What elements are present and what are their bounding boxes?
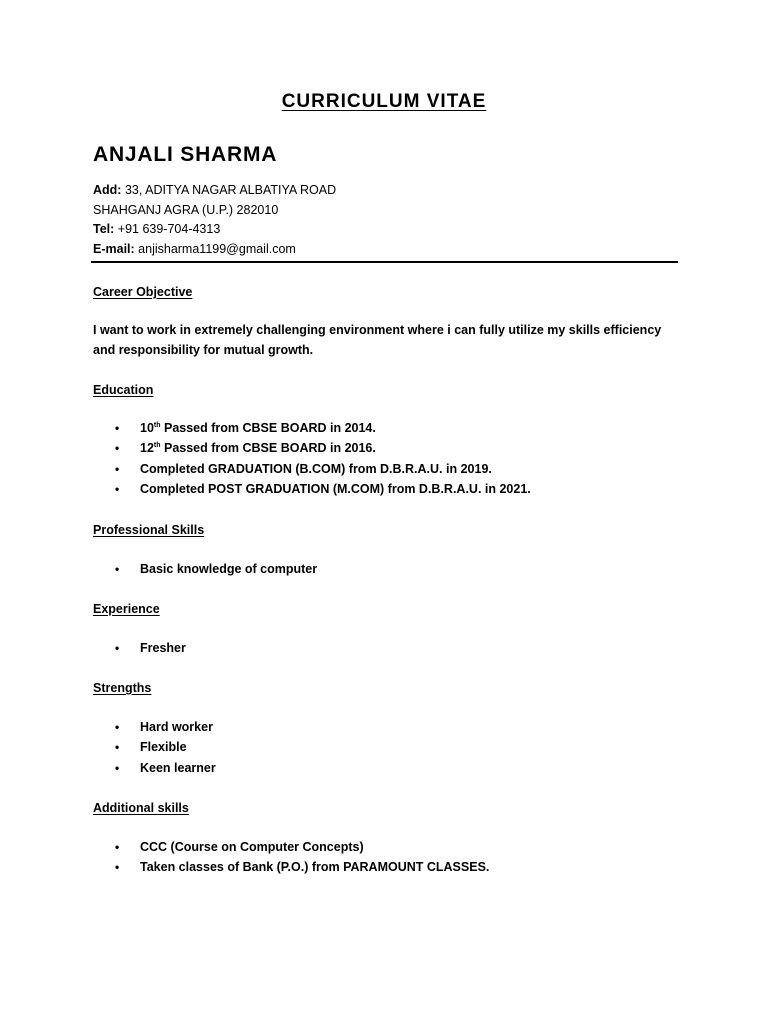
section-heading-career-objective: Career Objective bbox=[93, 285, 193, 299]
email-line bbox=[93, 240, 336, 260]
list-item bbox=[113, 717, 216, 737]
ordinal-suffix: th bbox=[153, 421, 161, 429]
list-item bbox=[113, 479, 531, 499]
education-item-text: 12 bbox=[140, 441, 154, 456]
education-item-text: 10 bbox=[140, 421, 154, 435]
education-item-text: Completed GRADUATION (B.COM) from D.B.R.A.U. in 2019. bbox=[140, 461, 492, 476]
list-item bbox=[113, 638, 186, 658]
education-item-text: Passed from CBSE BOARD in 2014. bbox=[160, 421, 376, 435]
bullet-icon: • bbox=[115, 740, 120, 755]
section-heading-education: Education bbox=[93, 383, 154, 397]
bullet-icon: • bbox=[115, 481, 120, 496]
list-item bbox=[113, 837, 489, 857]
section-heading-experience: Experience bbox=[93, 602, 160, 616]
strength-item-text: Flexible bbox=[140, 740, 187, 755]
experience-list bbox=[113, 638, 186, 658]
list-item bbox=[113, 758, 216, 778]
list-item bbox=[113, 438, 531, 458]
additional-skill-item-text: Taken classes of Bank (P.O.) from PARAMOUNT CLASSES. bbox=[140, 860, 490, 875]
bullet-icon: • bbox=[115, 421, 120, 435]
header-divider bbox=[91, 261, 678, 263]
address-line-1 bbox=[93, 181, 336, 201]
bullet-icon: • bbox=[115, 641, 120, 655]
list-item bbox=[113, 459, 531, 479]
address-value-1: 33, ADITYA NAGAR ALBATIYA ROAD bbox=[121, 183, 337, 197]
education-item-text: Completed POST GRADUATION (M.COM) from D.B.R.A.U. in 2021. bbox=[140, 481, 531, 496]
document-title-text: CURRICULUM VITAE bbox=[281, 91, 487, 112]
bullet-icon: • bbox=[115, 720, 120, 734]
professional-skills-list bbox=[113, 559, 317, 579]
telephone-value: +91 639-704-4313 bbox=[114, 222, 221, 236]
address-line-2: SHAHGANJ AGRA (U.P.) 282010 bbox=[93, 202, 279, 217]
bullet-icon: • bbox=[115, 562, 120, 576]
telephone-label: Tel: bbox=[93, 222, 115, 236]
list-item bbox=[113, 559, 317, 579]
candidate-name: ANJALI SHARMA bbox=[93, 143, 278, 166]
bullet-icon: • bbox=[115, 441, 120, 456]
bullet-icon: • bbox=[115, 461, 120, 476]
address-label: Add: bbox=[93, 183, 122, 197]
additional-skills-list bbox=[113, 837, 489, 878]
strength-item-text: Hard worker bbox=[140, 720, 213, 734]
list-item bbox=[113, 737, 216, 757]
experience-item-text: Fresher bbox=[140, 641, 186, 655]
skill-item-text: Basic knowledge of computer bbox=[140, 562, 318, 576]
bullet-icon: • bbox=[115, 860, 120, 875]
strengths-list bbox=[113, 717, 216, 778]
ordinal-suffix: th bbox=[153, 442, 161, 450]
bullet-icon: • bbox=[115, 840, 120, 854]
email-value: anjisharma1199@gmail.com bbox=[134, 241, 296, 256]
telephone-line bbox=[93, 220, 336, 240]
contact-block bbox=[93, 181, 336, 259]
education-item-text: Passed from CBSE BOARD in 2016. bbox=[160, 441, 376, 456]
section-heading-strengths: Strengths bbox=[93, 681, 152, 695]
career-objective-text: I want to work in extremely challenging environment where i can fully utilize my skills efficiency and responsibility for mutual growth. bbox=[93, 323, 662, 357]
email-label: E-mail: bbox=[93, 241, 135, 256]
strength-item-text: Keen learner bbox=[140, 760, 216, 775]
education-list bbox=[113, 418, 531, 499]
list-item bbox=[113, 418, 531, 438]
additional-skill-item-text: CCC (Course on Computer Concepts) bbox=[140, 840, 364, 854]
list-item bbox=[113, 857, 489, 877]
section-heading-professional-skills: Professional Skills bbox=[93, 523, 205, 537]
bullet-icon: • bbox=[115, 760, 120, 775]
section-heading-additional-skills: Additional skills bbox=[93, 801, 189, 815]
document-title bbox=[0, 90, 768, 114]
